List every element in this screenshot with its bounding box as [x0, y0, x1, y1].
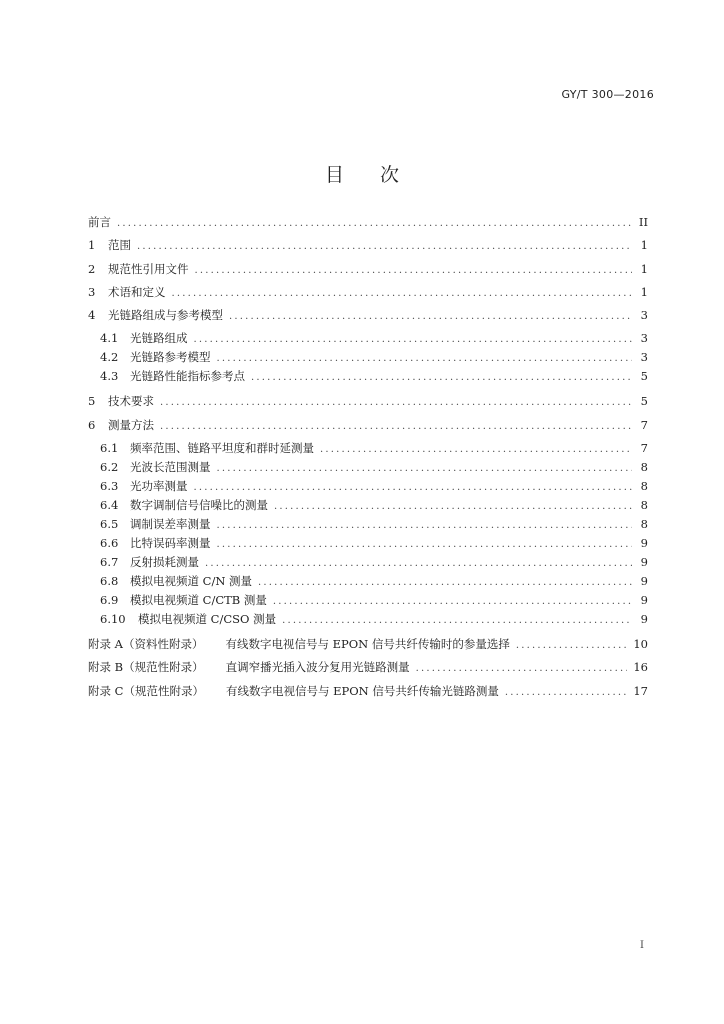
toc-page: 3: [640, 308, 648, 323]
toc-page: 8: [640, 498, 648, 513]
toc-number: 4.2: [100, 350, 119, 365]
toc-number: 6.4: [100, 498, 119, 513]
toc-entry-6-4[interactable]: [88, 497, 648, 516]
toc-appendix-number: 附录 A（资料性附录）: [88, 637, 204, 652]
toc-entry-6-2[interactable]: [88, 459, 648, 478]
leader-dots: [205, 558, 632, 569]
toc-label: 术语和定义: [108, 284, 166, 299]
toc-page: 5: [640, 394, 648, 409]
toc-number: 6.10: [100, 612, 126, 627]
toc-appendix-number: 附录 B（规范性附录）: [88, 660, 204, 675]
toc-label: 反射损耗测量: [130, 555, 199, 570]
toc-number: 5: [88, 394, 96, 409]
toc-label: 光功率测量: [130, 479, 188, 494]
page-number: I: [640, 940, 644, 951]
toc-label: 技术要求: [108, 394, 154, 409]
toc-entry-6-3[interactable]: [88, 478, 648, 497]
toc-label: 有线数字电视信号与 EPON 信号共纤传输时的参量选择: [225, 637, 510, 652]
toc-number: 6.2: [100, 460, 119, 475]
toc-number: 4.3: [100, 369, 119, 384]
toc-page: 3: [640, 331, 648, 346]
leader-dots: [320, 444, 632, 455]
leader-dots: [282, 615, 632, 626]
toc-label: 光链路组成与参考模型: [108, 308, 223, 323]
leader-dots: [194, 334, 633, 345]
toc-number: 6.6: [100, 536, 119, 551]
toc-label: 比特误码率测量: [130, 536, 211, 551]
toc-label: 模拟电视频道 C/N 测量: [130, 574, 253, 589]
toc-label: 模拟电视频道 C/CTB 测量: [130, 593, 267, 608]
toc-entry-6-7[interactable]: [88, 554, 648, 573]
leader-dots: [194, 482, 633, 493]
toc-page: 9: [640, 555, 648, 570]
toc-label: 光链路参考模型: [130, 350, 211, 365]
leader-dots: [217, 539, 633, 550]
leader-dots: [217, 353, 633, 364]
toc-entry-6-6[interactable]: [88, 535, 648, 554]
toc-entry-2[interactable]: [88, 261, 648, 284]
toc-page: 9: [640, 612, 648, 627]
leader-dots: [273, 596, 632, 607]
leader-dots: [258, 577, 632, 588]
leader-dots: [229, 311, 632, 322]
toc-label: 测量方法: [108, 417, 154, 432]
toc-entry-6-1[interactable]: [88, 440, 648, 459]
toc-number: 4.1: [100, 331, 119, 346]
leader-dots: [505, 687, 627, 698]
page-title: 目次: [324, 164, 435, 186]
toc-entry-4[interactable]: [88, 307, 648, 330]
toc-number: 6.3: [100, 479, 119, 494]
toc-label: 前言: [88, 215, 111, 229]
leader-dots: [217, 520, 633, 531]
toc-page: 1: [640, 261, 648, 276]
toc-label: 有线数字电视信号与 EPON 信号共纤传输光链路测量: [225, 683, 499, 698]
toc-page: 3: [640, 350, 648, 365]
toc-label: 直调窄播光插入波分复用光链路测量: [225, 660, 410, 675]
toc-appendix-number: 附录 C（规范性附录）: [88, 683, 204, 698]
leader-dots: [172, 288, 633, 299]
toc-label: 调制误差率测量: [130, 517, 211, 532]
leader-dots: [274, 501, 632, 512]
toc-entry-foreword[interactable]: [88, 214, 648, 237]
toc-page: 7: [640, 441, 648, 456]
leader-dots: [137, 241, 632, 252]
leader-dots: [516, 640, 627, 651]
toc-number: 6: [88, 417, 96, 432]
toc-page: 8: [640, 479, 648, 494]
toc-number: 6.5: [100, 517, 119, 532]
toc-label: 规范性引用文件: [108, 261, 189, 276]
toc-number: 2: [88, 261, 96, 276]
toc-page: 10: [633, 637, 648, 652]
toc-label: 光波长范围测量: [130, 460, 211, 475]
toc-number: 6.7: [100, 555, 119, 570]
toc-page: 1: [640, 238, 648, 253]
toc-entry-3[interactable]: [88, 284, 648, 307]
standard-code: GY/T 300—2016: [561, 88, 654, 101]
leader-dots: [416, 663, 628, 674]
toc-entry-appendix-a[interactable]: [88, 636, 648, 659]
toc-number: 1: [88, 238, 96, 253]
toc-label: 数字调制信号信噪比的测量: [130, 498, 268, 513]
toc-number: 4: [88, 308, 96, 323]
table-of-contents: [88, 214, 648, 706]
toc-entry-5[interactable]: [88, 393, 648, 416]
toc-page: 16: [633, 660, 648, 675]
leader-dots: [117, 218, 632, 229]
toc-label: 光链路性能指标参考点: [130, 369, 245, 384]
toc-page: 7: [640, 417, 648, 432]
leader-dots: [160, 397, 632, 408]
toc-label: 光链路组成: [130, 331, 188, 346]
toc-page: 8: [640, 517, 648, 532]
toc-entry-appendix-b[interactable]: [88, 659, 648, 682]
toc-number: 6.8: [100, 574, 119, 589]
toc-label: 范围: [108, 238, 131, 253]
leader-dots: [217, 463, 633, 474]
toc-page: 9: [640, 593, 648, 608]
toc-page: 17: [633, 683, 648, 698]
toc-entry-6-9[interactable]: [88, 592, 648, 611]
toc-entry-6[interactable]: [88, 417, 648, 440]
toc-entry-1[interactable]: [88, 237, 648, 260]
leader-dots: [160, 421, 632, 432]
toc-entry-4-3[interactable]: [88, 368, 648, 387]
toc-entry-6-10[interactable]: [88, 611, 648, 630]
toc-number: 6.1: [100, 441, 119, 456]
toc-page: 9: [640, 574, 648, 589]
toc-page: 5: [640, 369, 648, 384]
toc-label: 模拟电视频道 C/CSO 测量: [138, 612, 277, 627]
toc-page: II: [638, 215, 648, 229]
toc-entry-6-5[interactable]: [88, 516, 648, 535]
toc-page: 8: [640, 460, 648, 475]
toc-page: 9: [640, 536, 648, 551]
toc-number: 6.9: [100, 593, 119, 608]
leader-dots: [251, 372, 632, 383]
toc-entry-appendix-c[interactable]: [88, 683, 648, 706]
leader-dots: [195, 265, 633, 276]
toc-page: 1: [640, 284, 648, 299]
toc-entry-6-8[interactable]: [88, 573, 648, 592]
toc-label: 频率范围、链路平坦度和群时延测量: [130, 441, 314, 456]
toc-entry-4-2[interactable]: [88, 349, 648, 368]
toc-entry-4-1[interactable]: [88, 330, 648, 349]
toc-number: 3: [88, 284, 96, 299]
